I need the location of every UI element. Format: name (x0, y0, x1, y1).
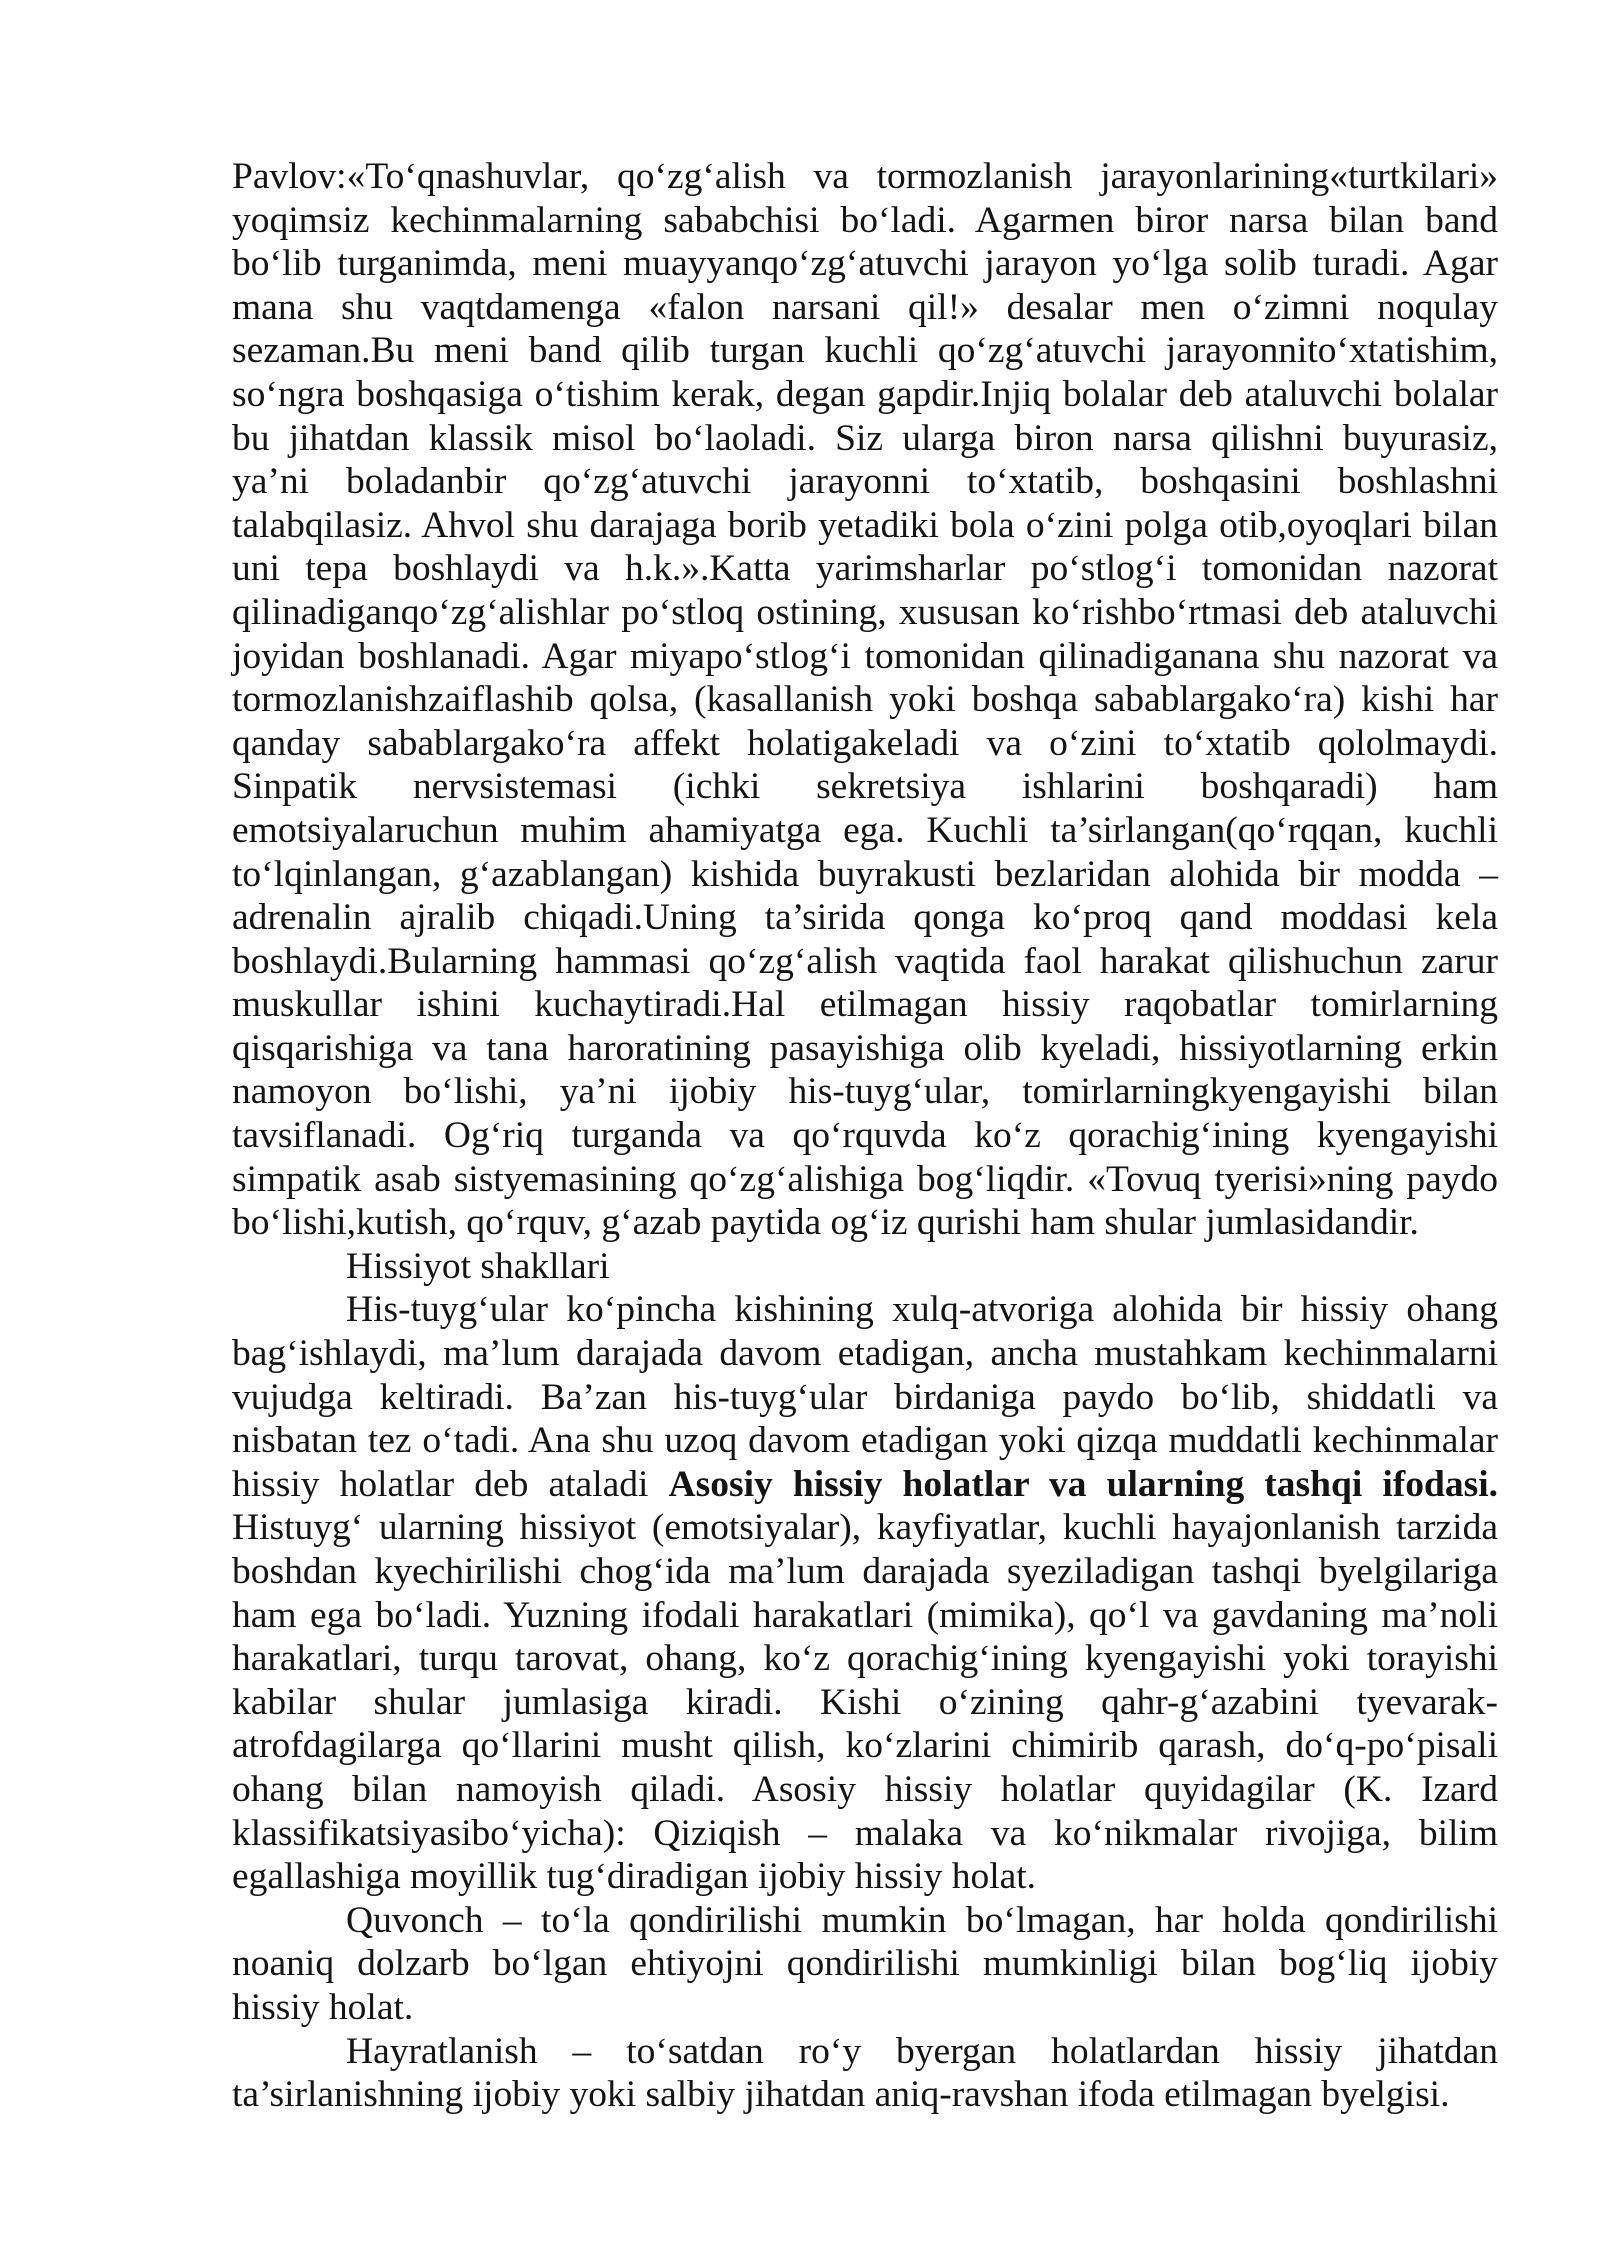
text-segment: hissiy holatlar deb ataladi (232, 1463, 649, 1505)
text-line: simpatik asab sistyemasining qo‘zg‘alishiga bog‘liqdir. «Tovuq tyerisi»ning paydo (232, 1158, 1498, 1200)
text-line: qilinadiganqo‘zg‘alishlar po‘stloq ostining, xususan ko‘rishbo‘rtmasi deb ataluvchi (232, 591, 1498, 633)
text-line: boshdan kyechirilishi chog‘ida ma’lum darajada syeziladigan tashqi byelgilariga (232, 1551, 1498, 1592)
text-line: egallashiga moyillik tug‘diradigan ijobiy hissiy holat. (232, 1856, 1037, 1898)
text-line: boshlaydi.Bularning hammasi qo‘zg‘alish vaqtida faol harakat qilishuchun zarur (232, 940, 1498, 982)
section-heading-text: Hissiyot shakllari (346, 1245, 610, 1287)
text-line: qanday sabablargako‘ra affekt holatigakeladi va o‘zini to‘xtatib qololmaydi. (232, 722, 1498, 764)
text-line: talabqilasiz. Ahvol shu darajaga borib yetadiki bola o‘zini polga otib,oyoqlari bilan (232, 504, 1498, 546)
text-line: mana shu vaqtdamenga «falon narsani qil!» desalar men o‘zimni noqulay (232, 286, 1498, 328)
text-line: ham ega bo‘ladi. Yuzning ifodali harakatlari (mimika), qo‘l va gavdaning ma’noli (232, 1594, 1498, 1636)
text-line: yoqimsiz kechinmalarning sababchisi bo‘ladi. Agarmen biror narsa bilan band (232, 199, 1498, 241)
text-line: atrofdagilarga qo‘llarini musht qilish, ko‘zlarini chimirib qarash, do‘q-po‘pisali (232, 1725, 1498, 1767)
paragraph (232, 2030, 1498, 2117)
text-line: ohang bilan namoyish qiladi. Asosiy hissiy holatlar quyidagilar (K. Izard (232, 1768, 1498, 1810)
text-line: ya’ni boladanbir qo‘zg‘atuvchi jarayonni to‘xtatib, boshqasini boshlashni (232, 461, 1498, 503)
text-line: Hayratlanish – to‘satdan ro‘y byergan holatlardan hissiy jihatdan (346, 2030, 1498, 2072)
text-line: tormozlanishzaiflashib qolsa, (kasallanish yoki boshqa sabablargako‘ra) kishi har (232, 679, 1498, 721)
text-line: Sinpatik nervsistemasi (ichki sekretsiya ishlarini boshqaradi) ham (232, 766, 1498, 808)
text-line: sezaman.Bu meni band qilib turgan kuchli qo‘zg‘atuvchi jarayonnito‘xtatishim, (232, 330, 1498, 372)
text-line: His-tuyg‘ular ko‘pincha kishining xulq-atvoriga alohida bir hissiy ohang (346, 1289, 1498, 1331)
text-line: emotsiyalaruchun muhim ahamiyatga ega. Kuchli ta’sirlangan(qo‘rqqan, kuchli (232, 809, 1498, 851)
text-line: hissiy holat. (232, 1986, 414, 2028)
text-line: qisqarishiga va tana haroratining pasayishiga olib kyeladi, hissiyotlarning erkin (232, 1027, 1498, 1069)
text-line: nisbatan tez o‘tadi. Ana shu uzoq davom etadigan yoki qizqa muddatli kechinmalar (232, 1420, 1498, 1462)
text-line: tavsiflanadi. Og‘riq turganda va qo‘rquvda ko‘z qorachig‘ining kyengayishi (232, 1115, 1498, 1157)
text-line: Pavlov:«To‘qnashuvlar, qo‘zg‘alish va tormozlanish jarayonlarining«turtkilari» (232, 156, 1498, 197)
bold-inline-heading: Asosiy hissiy holatlar va ularning tashqi ifodasi. (668, 1463, 1499, 1505)
paragraph (232, 1288, 1498, 1898)
paragraph (232, 1899, 1498, 2030)
text-line: bo‘lib turganimda, meni muayyanqo‘zg‘atuvchi jarayon yo‘lga solib turadi. Agar (232, 243, 1498, 285)
text-line: bu jihatdan klassik misol bo‘laoladi. Siz ularga biron narsa qilishni buyurasiz, (232, 417, 1498, 459)
text-line: uni tepa boshlaydi va h.k.».Katta yarimsharlar po‘stlog‘i tomonidan nazorat (232, 548, 1498, 590)
text-line: klassifikatsiyasibo‘yicha): Qiziqish – malaka va ko‘nikmalar rivojiga, bilim (232, 1812, 1498, 1854)
section-heading (232, 1245, 1498, 1289)
text-line: bag‘ishlaydi, ma’lum darajada davom etadigan, ancha mustahkam kechinmalarni (232, 1333, 1498, 1375)
text-line: to‘lqinlangan, g‘azablangan) kishida buyrakusti bezlaridan alohida bir modda – (232, 853, 1498, 895)
text-line: namoyon bo‘lishi, ya’ni ijobiy his-tuyg‘ular, tomirlarningkyengayishi bilan (232, 1071, 1498, 1113)
text-line: kabilar shular jumlasiga kiradi. Kishi o‘zining qahr-g‘azabini tyevarak- (232, 1681, 1498, 1723)
text-line (232, 1463, 1498, 1507)
text-line: ta’sirlanishning ijobiy yoki salbiy jihatdan aniq-ravshan ifoda etilmagan byelgisi. (232, 2074, 1450, 2116)
document-body (232, 155, 1498, 2117)
text-line: bo‘lishi,kutish, qo‘rquv, g‘azab paytida og‘iz qurishi ham shular jumlasidandir. (232, 1202, 1419, 1244)
text-line: Quvonch – to‘la qondirilishi mumkin bo‘lmagan, har holda qondirilishi (346, 1899, 1498, 1941)
text-line: harakatlari, turqu tarovat, ohang, ko‘z qorachig‘ining kyengayishi yoki torayishi (232, 1638, 1498, 1680)
text-line: Histuyg‘ ularning hissiyot (emotsiyalar), kayfiyatlar, kuchli hayajonlanish tarzida (232, 1507, 1498, 1549)
paragraph (232, 155, 1498, 1245)
text-line: muskullar ishini kuchaytiradi.Hal etilmagan hissiy raqobatlar tomirlarning (232, 984, 1498, 1026)
text-line: noaniq dolzarb bo‘lgan ehtiyojni qondirilishi mumkinligi bilan bog‘liq ijobiy (232, 1943, 1498, 1985)
text-line: vujudga keltiradi. Ba’zan his-tuyg‘ular birdaniga paydo bo‘lib, shiddatli va (232, 1376, 1498, 1418)
text-line: joyidan boshlanadi. Agar miyapo‘stlog‘i tomonidan qilinadiganana shu nazorat va (232, 635, 1498, 677)
text-line: adrenalin ajralib chiqadi.Uning ta’sirida qonga ko‘proq qand moddasi kela (232, 897, 1498, 939)
text-line: so‘ngra boshqasiga o‘tishim kerak, degan gapdir.Injiq bolalar deb ataluvchi bolalar (232, 373, 1498, 415)
